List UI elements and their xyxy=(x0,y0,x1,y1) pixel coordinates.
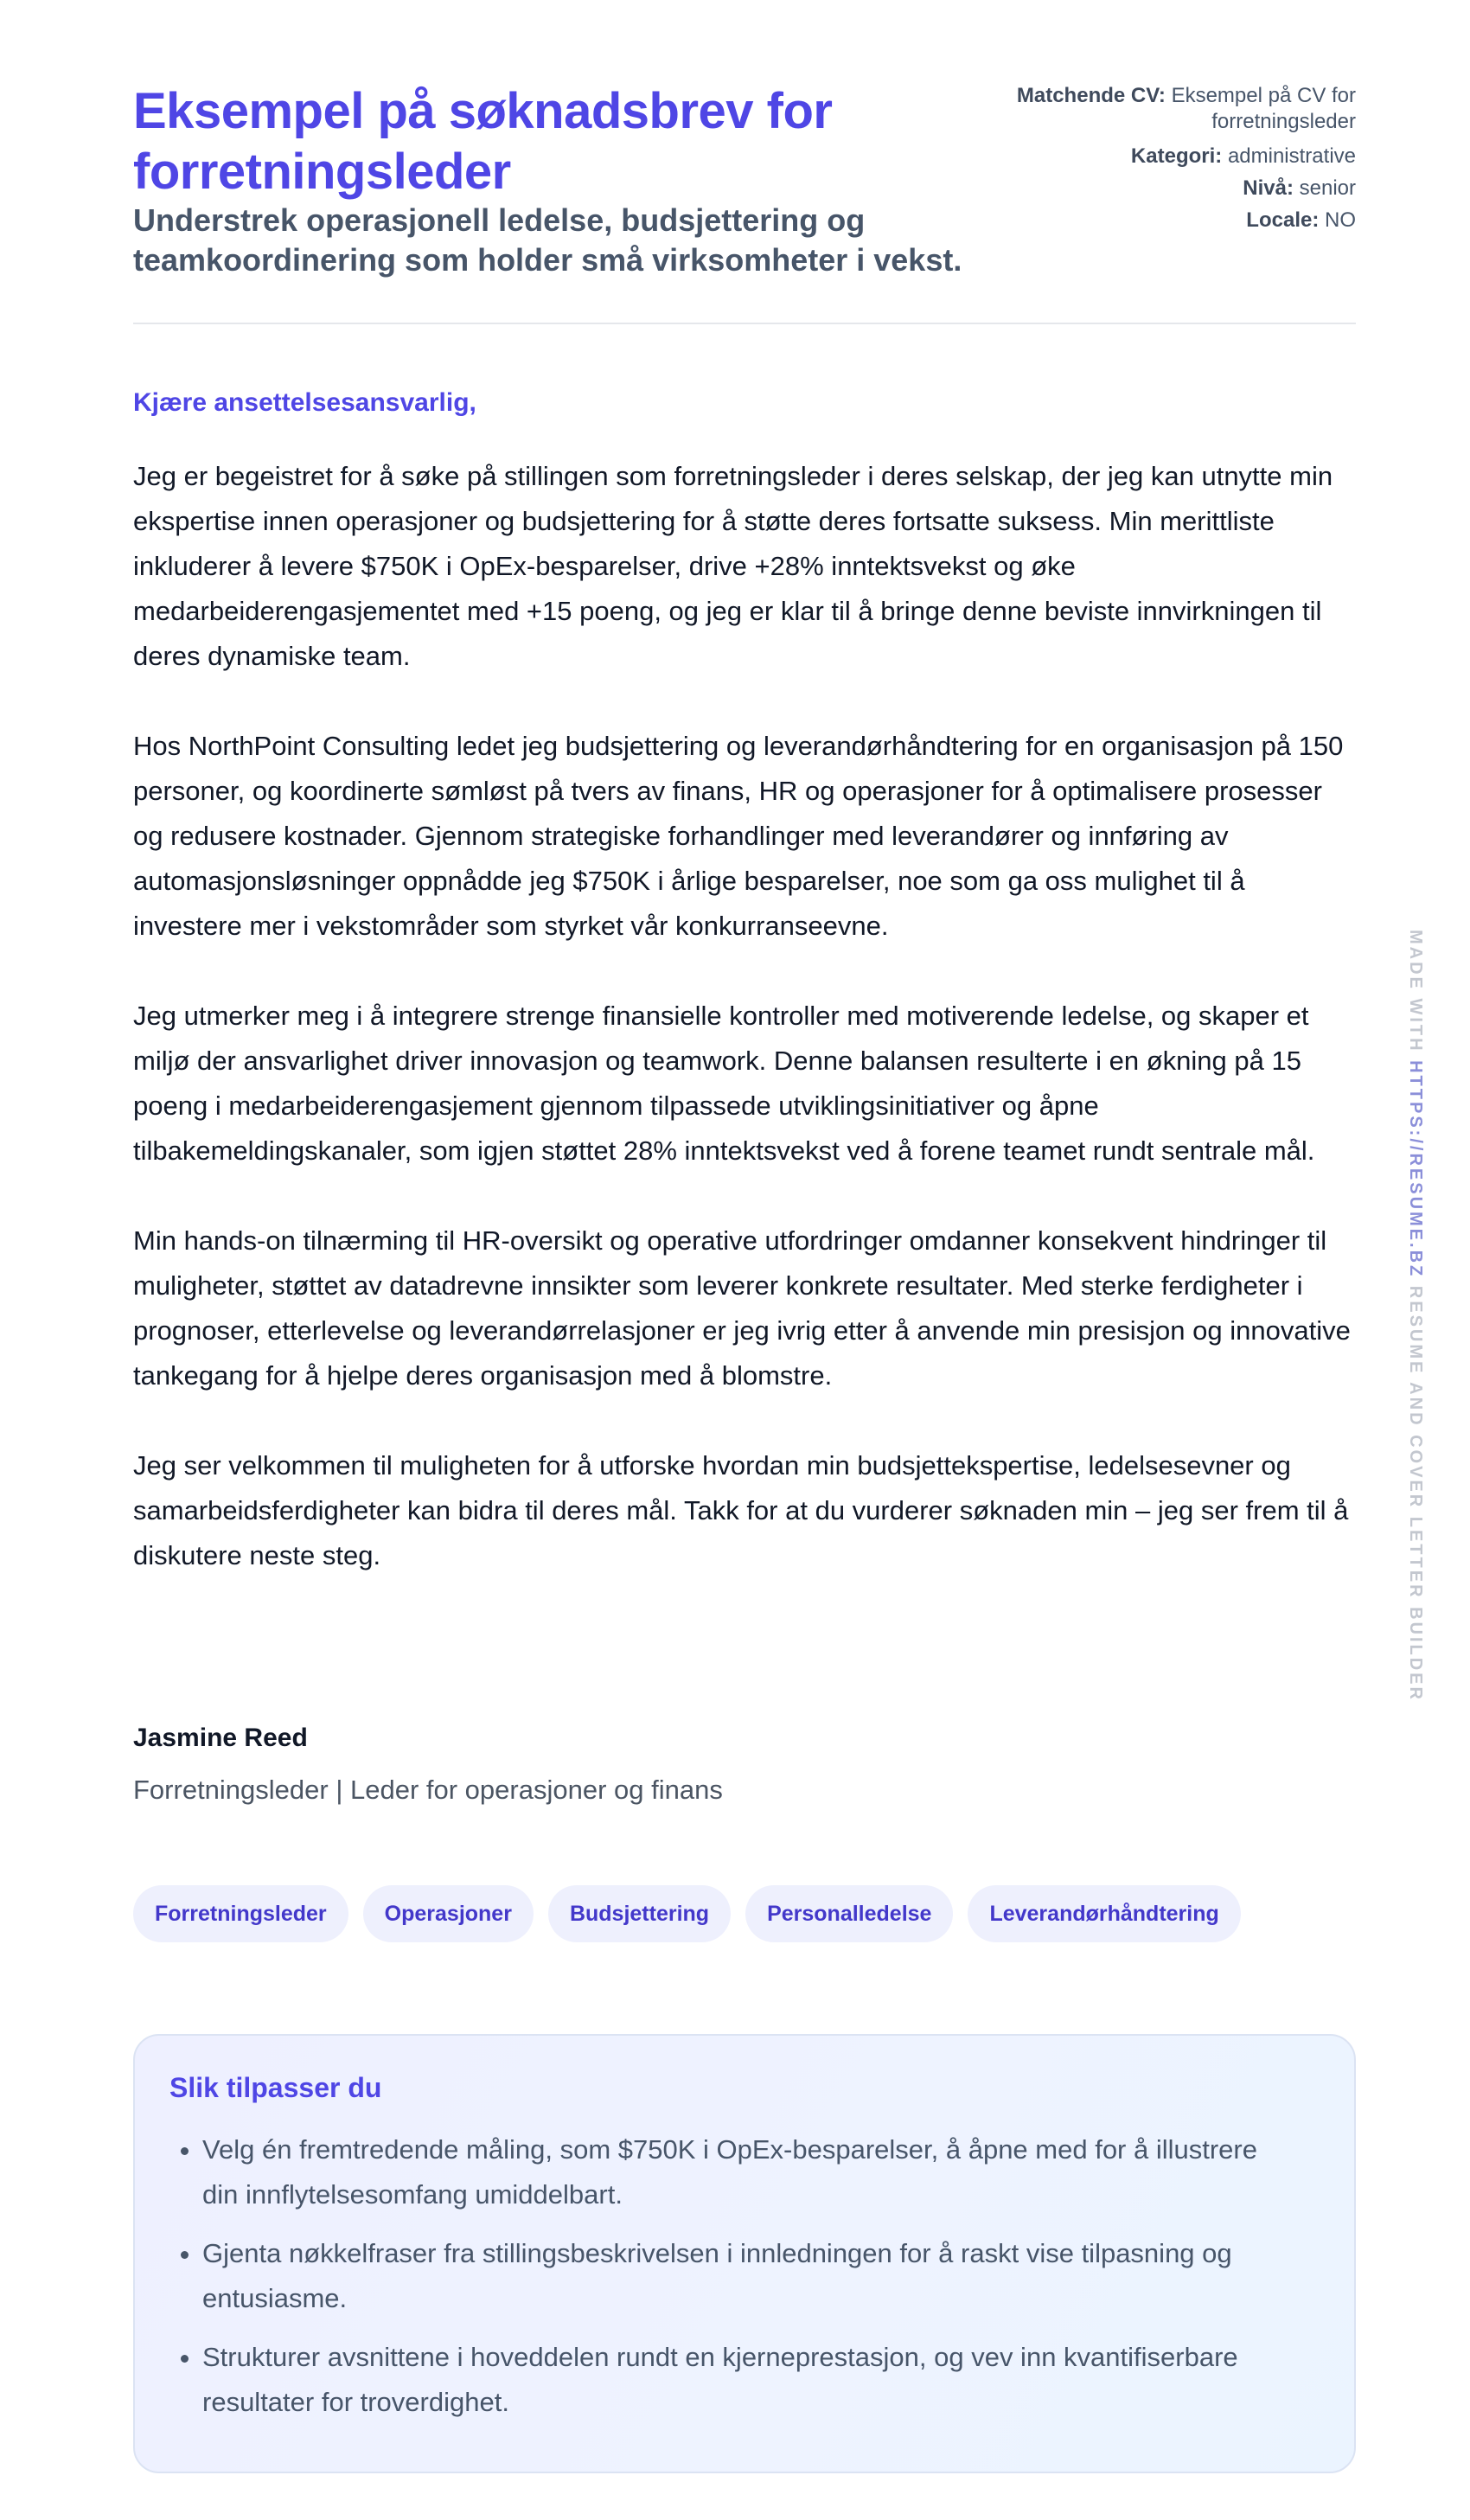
tips-title: Slik tilpasser du xyxy=(169,2072,382,2103)
watermark-suffix: RESUME AND COVER LETTER BUILDER xyxy=(1406,1285,1425,1702)
letter-paragraph: Hos NorthPoint Consulting ledet jeg budsjettering og leverandørhåndtering for en organisasjon på 150 personer, og koordinerte sømløst på tvers av finans, HR og operasjoner for å optimalisere prosesser og redusere kostnader. Gjennom strategiske forhandlinger med leverandører og innføring av automasjonsløsninger oppnådde jeg $750K i årlige besparelser, noe som ga oss mulighet til å investere mer i vekstområder som styrket vår konkurranseevne. xyxy=(133,731,1344,941)
signature-role: Forretningsleder | Leder for operasjoner og finans xyxy=(133,1775,723,1805)
signature-name: Jasmine Reed xyxy=(133,1724,308,1752)
tag-list xyxy=(133,1885,1241,1942)
side-watermark xyxy=(1404,930,1427,1702)
meta-panel xyxy=(993,83,1356,236)
letter-paragraph: Min hands-on tilnærming til HR-oversikt og operative utfordringer omdanner konsekvent hindringer til muligheter, støttet av datadrevne innsikter som leverer konkrete resultater. Med sterke ferdigheter i prognoser, etterlevelse og leverandørrelasjoner er jeg ivrig etter å anvende min presisjon og innovative tankegang for å hjelpe deres organisasjon med å blomstre. xyxy=(133,1225,1351,1391)
tag-chip[interactable]: Leverandørhåndtering xyxy=(968,1885,1240,1942)
watermark-prefix: MADE WITH xyxy=(1406,930,1425,1053)
meta-matching-cv-label: Matchende CV: xyxy=(1016,84,1166,107)
letter-paragraph: Jeg ser velkommen til muligheten for å utforske hvordan min budsjettekspertise, ledelsesevner og samarbeidsferdigheter kan bidra til deres mål. Takk for at du vurderer søknaden min – jeg ser frem til å diskutere neste steg. xyxy=(133,1450,1349,1570)
letter-paragraph: Jeg utmerker meg i å integrere strenge finansielle kontroller med motiverende ledelse, og skaper et miljø der ansvarlighet driver innovasjon og teamwork. Denne balansen resulterte i en økning på 15 poeng i medarbeiderengasjement gjennom tilpassede utviklingsinitiativer og åpne tilbakemeldingskanaler, som igjen støttet 28% inntektsvekst ved å forene teamet rundt sentrale mål. xyxy=(133,1001,1315,1166)
meta-category-value: administrative xyxy=(1227,144,1356,168)
meta-category-label: Kategori: xyxy=(1130,144,1223,168)
meta-category xyxy=(993,140,1356,172)
tag-chip[interactable]: Personalledelse xyxy=(745,1885,953,1942)
page-subtitle: Understrek operasjonell ledelse, budsjettering og teamkoordinering som holder små virksomheter i vekst. xyxy=(133,202,962,278)
letter-paragraph: Jeg er begeistret for å søke på stillingen som forretningsleder i deres selskap, der jeg kan utnytte min ekspertise innen operasjoner og budsjettering for å støtte deres fortsatte suksess. Min merittliste inkluderer å levere $750K i OpEx-besparelser, drive +28% inntektsvekst og øke medarbeiderengasjementet med +15 poeng, og jeg er klar til å bringe denne beviste innvirkningen til deres dynamiske team. xyxy=(133,461,1333,671)
letter-body xyxy=(133,454,1356,1623)
page-header xyxy=(133,0,1356,324)
letter-greeting: Kjære ansettelsesansvarlig, xyxy=(133,388,476,417)
watermark-link[interactable]: HTTPS://RESUME.BZ xyxy=(1406,1060,1425,1279)
tag-chip[interactable]: Operasjoner xyxy=(363,1885,534,1942)
tag-chip[interactable]: Budsjettering xyxy=(548,1885,731,1942)
tips-item: • Strukturer avsnittene i hoveddelen rundt en kjerneprestasjon, og vev inn kvantifiserbare resultater for troverdighet. xyxy=(202,2335,1320,2425)
meta-level-label: Nivå: xyxy=(1243,176,1294,200)
meta-locale-value: NO xyxy=(1325,208,1356,232)
meta-locale-label: Locale: xyxy=(1246,208,1320,232)
tag-chip[interactable]: Forretningsleder xyxy=(133,1885,348,1942)
tips-item: • Gjenta nøkkelfraser fra stillingsbeskrivelsen i innledningen for å raskt vise tilpasning og entusiasme. xyxy=(202,2231,1320,2321)
cover-letter-page xyxy=(133,0,1356,2417)
meta-locale xyxy=(993,204,1356,236)
tips-list xyxy=(169,2127,1320,2425)
meta-level xyxy=(993,172,1356,204)
meta-level-value: senior xyxy=(1299,176,1356,200)
tips-item: • Velg én fremtredende måling, som $750K i OpEx-besparelser, å åpne med for å illustrere din innflytelsesomfang umiddelbart. xyxy=(202,2127,1320,2217)
meta-matching-cv-value: Eksempel på CV for forretningsleder xyxy=(1171,84,1356,133)
tips-box xyxy=(133,2034,1356,2473)
meta-matching-cv xyxy=(993,83,1356,135)
page-title: Eksempel på søknadsbrev for forretningsleder xyxy=(133,83,833,200)
